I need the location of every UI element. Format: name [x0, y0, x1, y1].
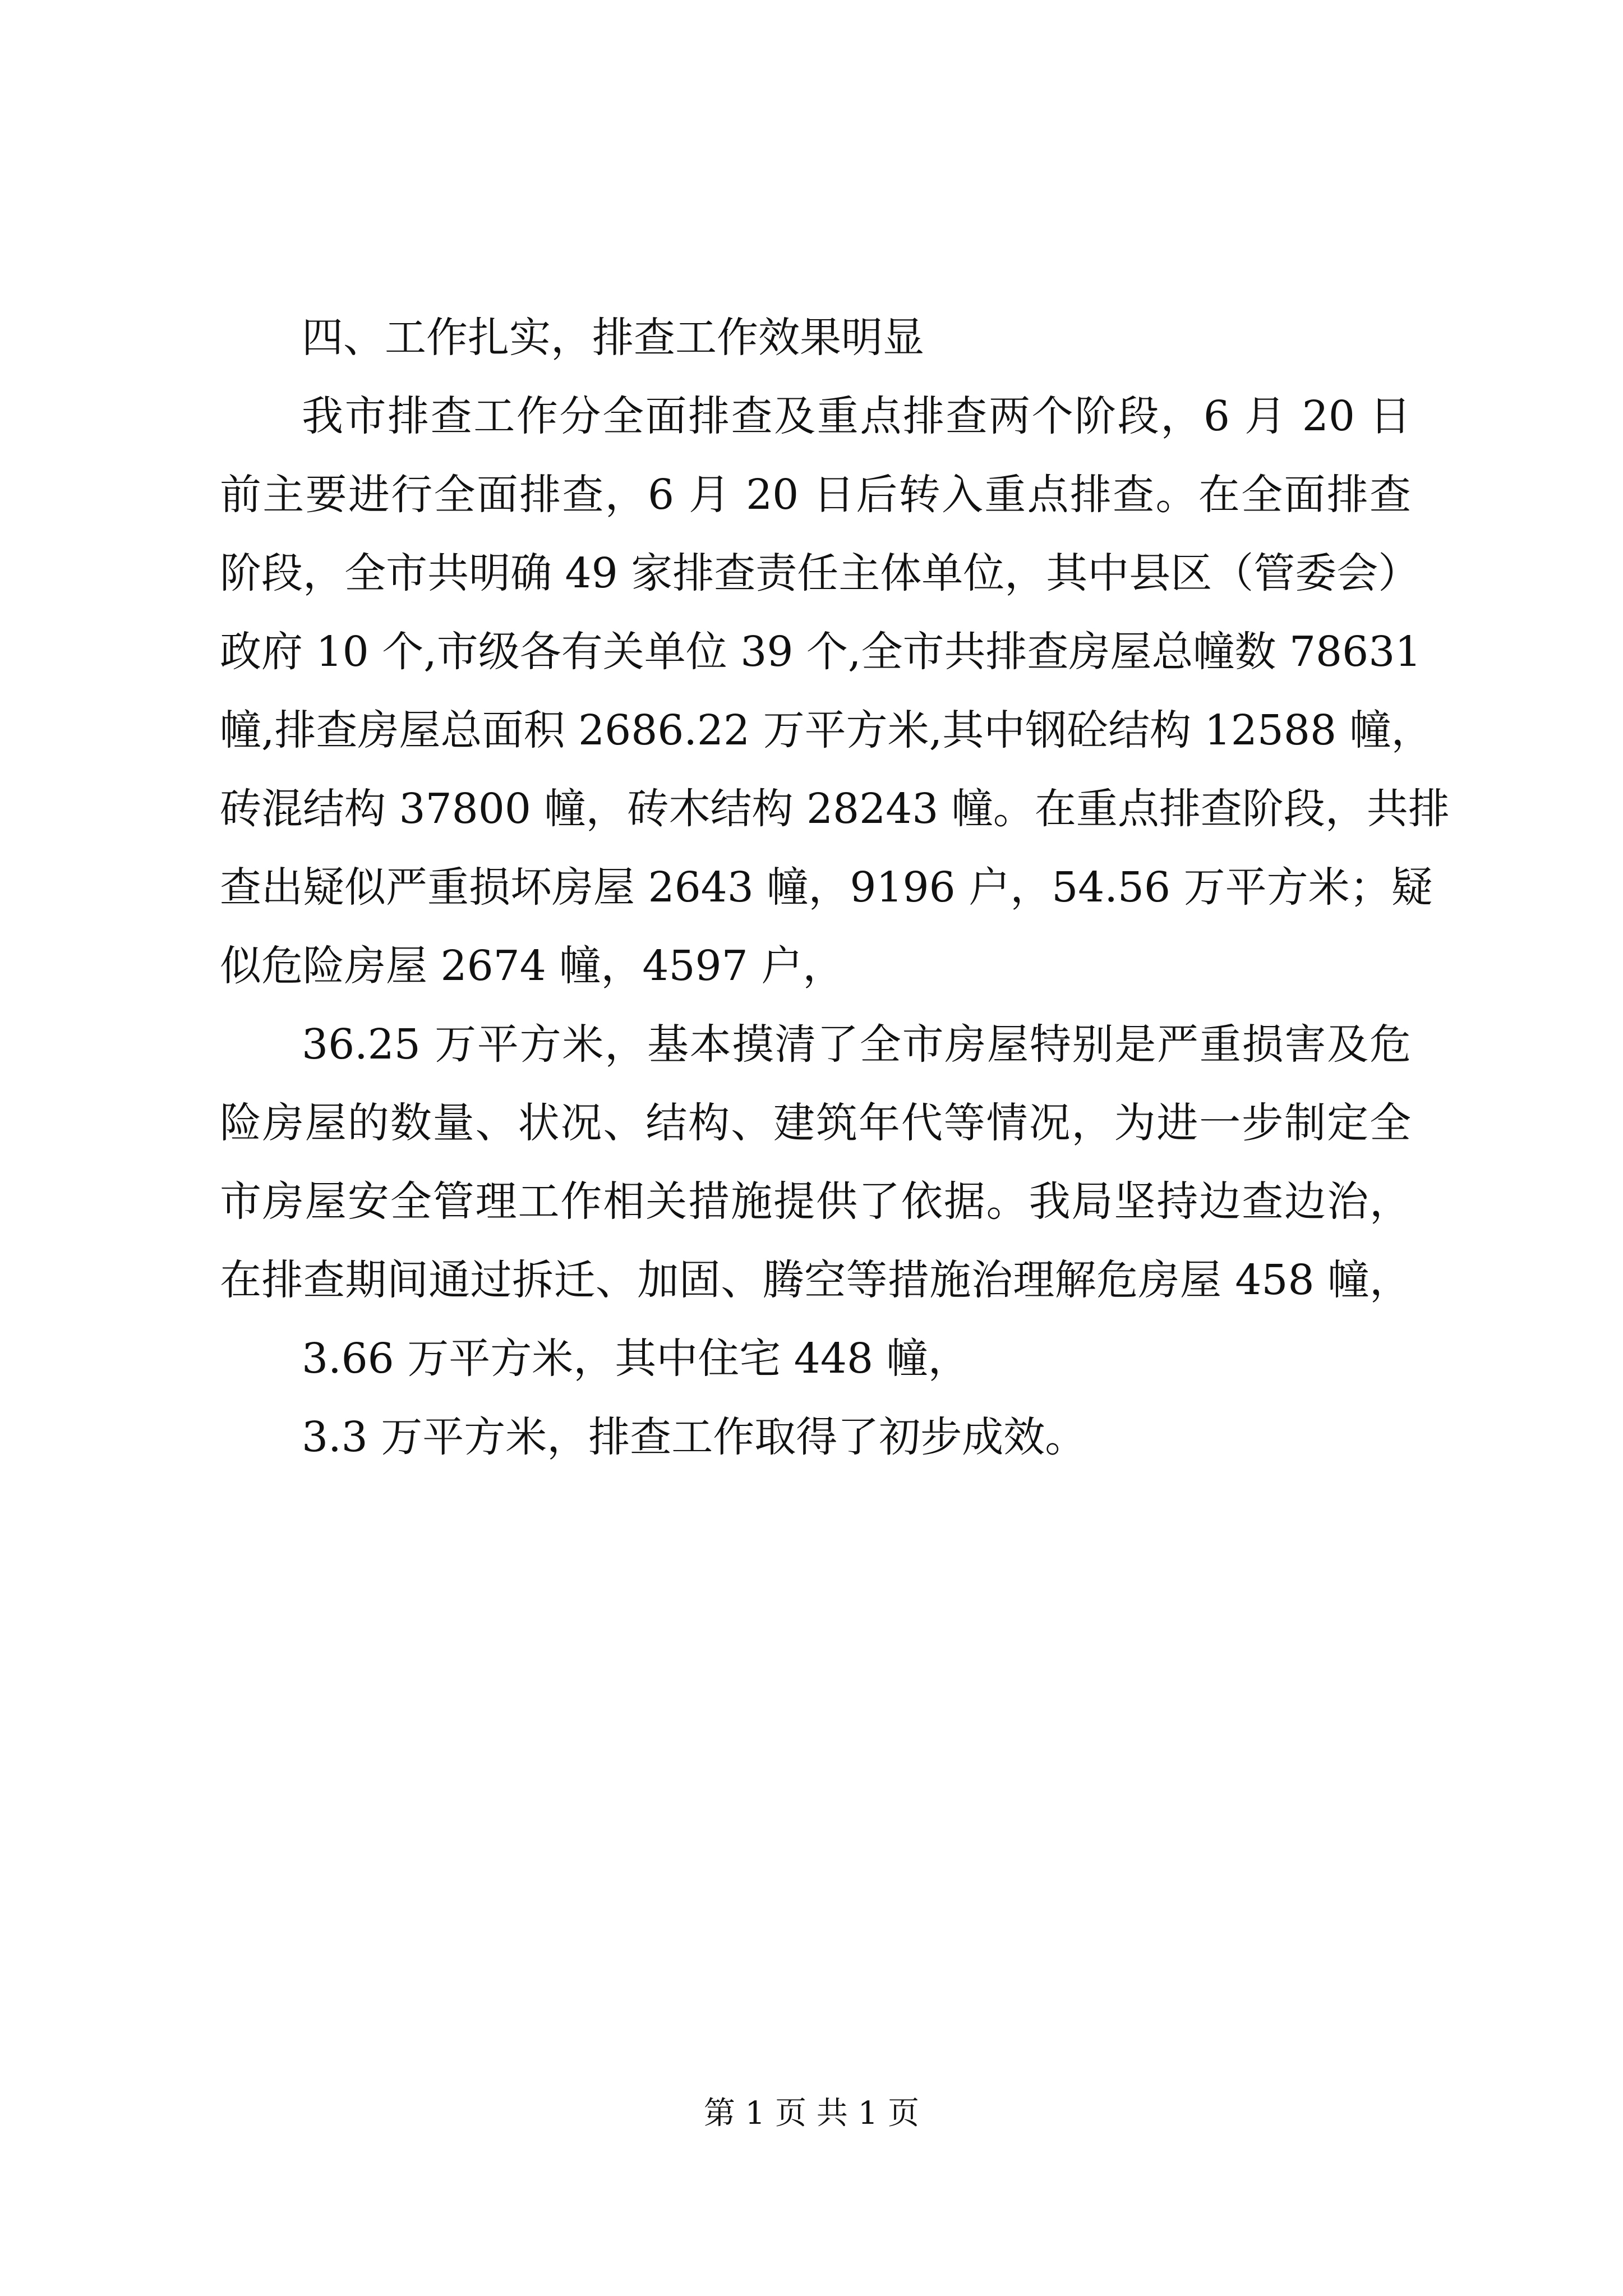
paragraph-line: 前主要进行全面排查，6 月 20 日后转入重点排查。在全面排查 [220, 471, 1411, 519]
paragraph-line: 似危险房屋 2674 幢，4597 户， [220, 942, 845, 990]
paragraph-line: 查出疑似严重损坏房屋 2643 幢，9196 户，54.56 万平方米；疑 [220, 863, 1433, 912]
paragraph-line: 市房屋安全管理工作相关措施提供了依据。我局坚持边查边治， [220, 1177, 1411, 1226]
document-body [220, 298, 1450, 1476]
paragraph-line: 险房屋的数量、状况、结构、建筑年代等情况，为进一步制定全 [220, 1099, 1411, 1147]
paragraph-line: 阶段，全市共明确 49 家排查责任主体单位，其中县区（管委会） [220, 549, 1420, 597]
section-heading: 四、工作扎实，排查工作效果明显 [302, 314, 924, 362]
paragraph-line: 我市排查工作分全面排查及重点排查两个阶段，6 月 20 日 [302, 392, 1411, 440]
paragraph-line: 36.25 万平方米，基本摸清了全市房屋特别是严重损害及危 [302, 1020, 1411, 1069]
paragraph-line: 在排查期间通过拆迁、加固、腾空等措施治理解危房屋 458 幢， [220, 1256, 1411, 1304]
paragraph-line: 3.66 万平方米，其中住宅 448 幢， [302, 1335, 970, 1383]
page-number-footer: 第 1 页 共 1 页 [703, 2095, 920, 2132]
paragraph-line: 砖混结构 37800 幢，砖木结构 28243 幢。在重点排查阶段，共排 [220, 785, 1450, 833]
paragraph-line: 3.3 万平方米，排查工作取得了初步成效。 [302, 1413, 1087, 1461]
paragraph-line: 政府 10 个,市级各有关单位 39 个,全市共排查房屋总幢数 78631 [220, 628, 1422, 676]
paragraph-line: 幢,排查房屋总面积 2686.22 万平方米,其中钢砼结构 12588 幢， [220, 706, 1433, 754]
